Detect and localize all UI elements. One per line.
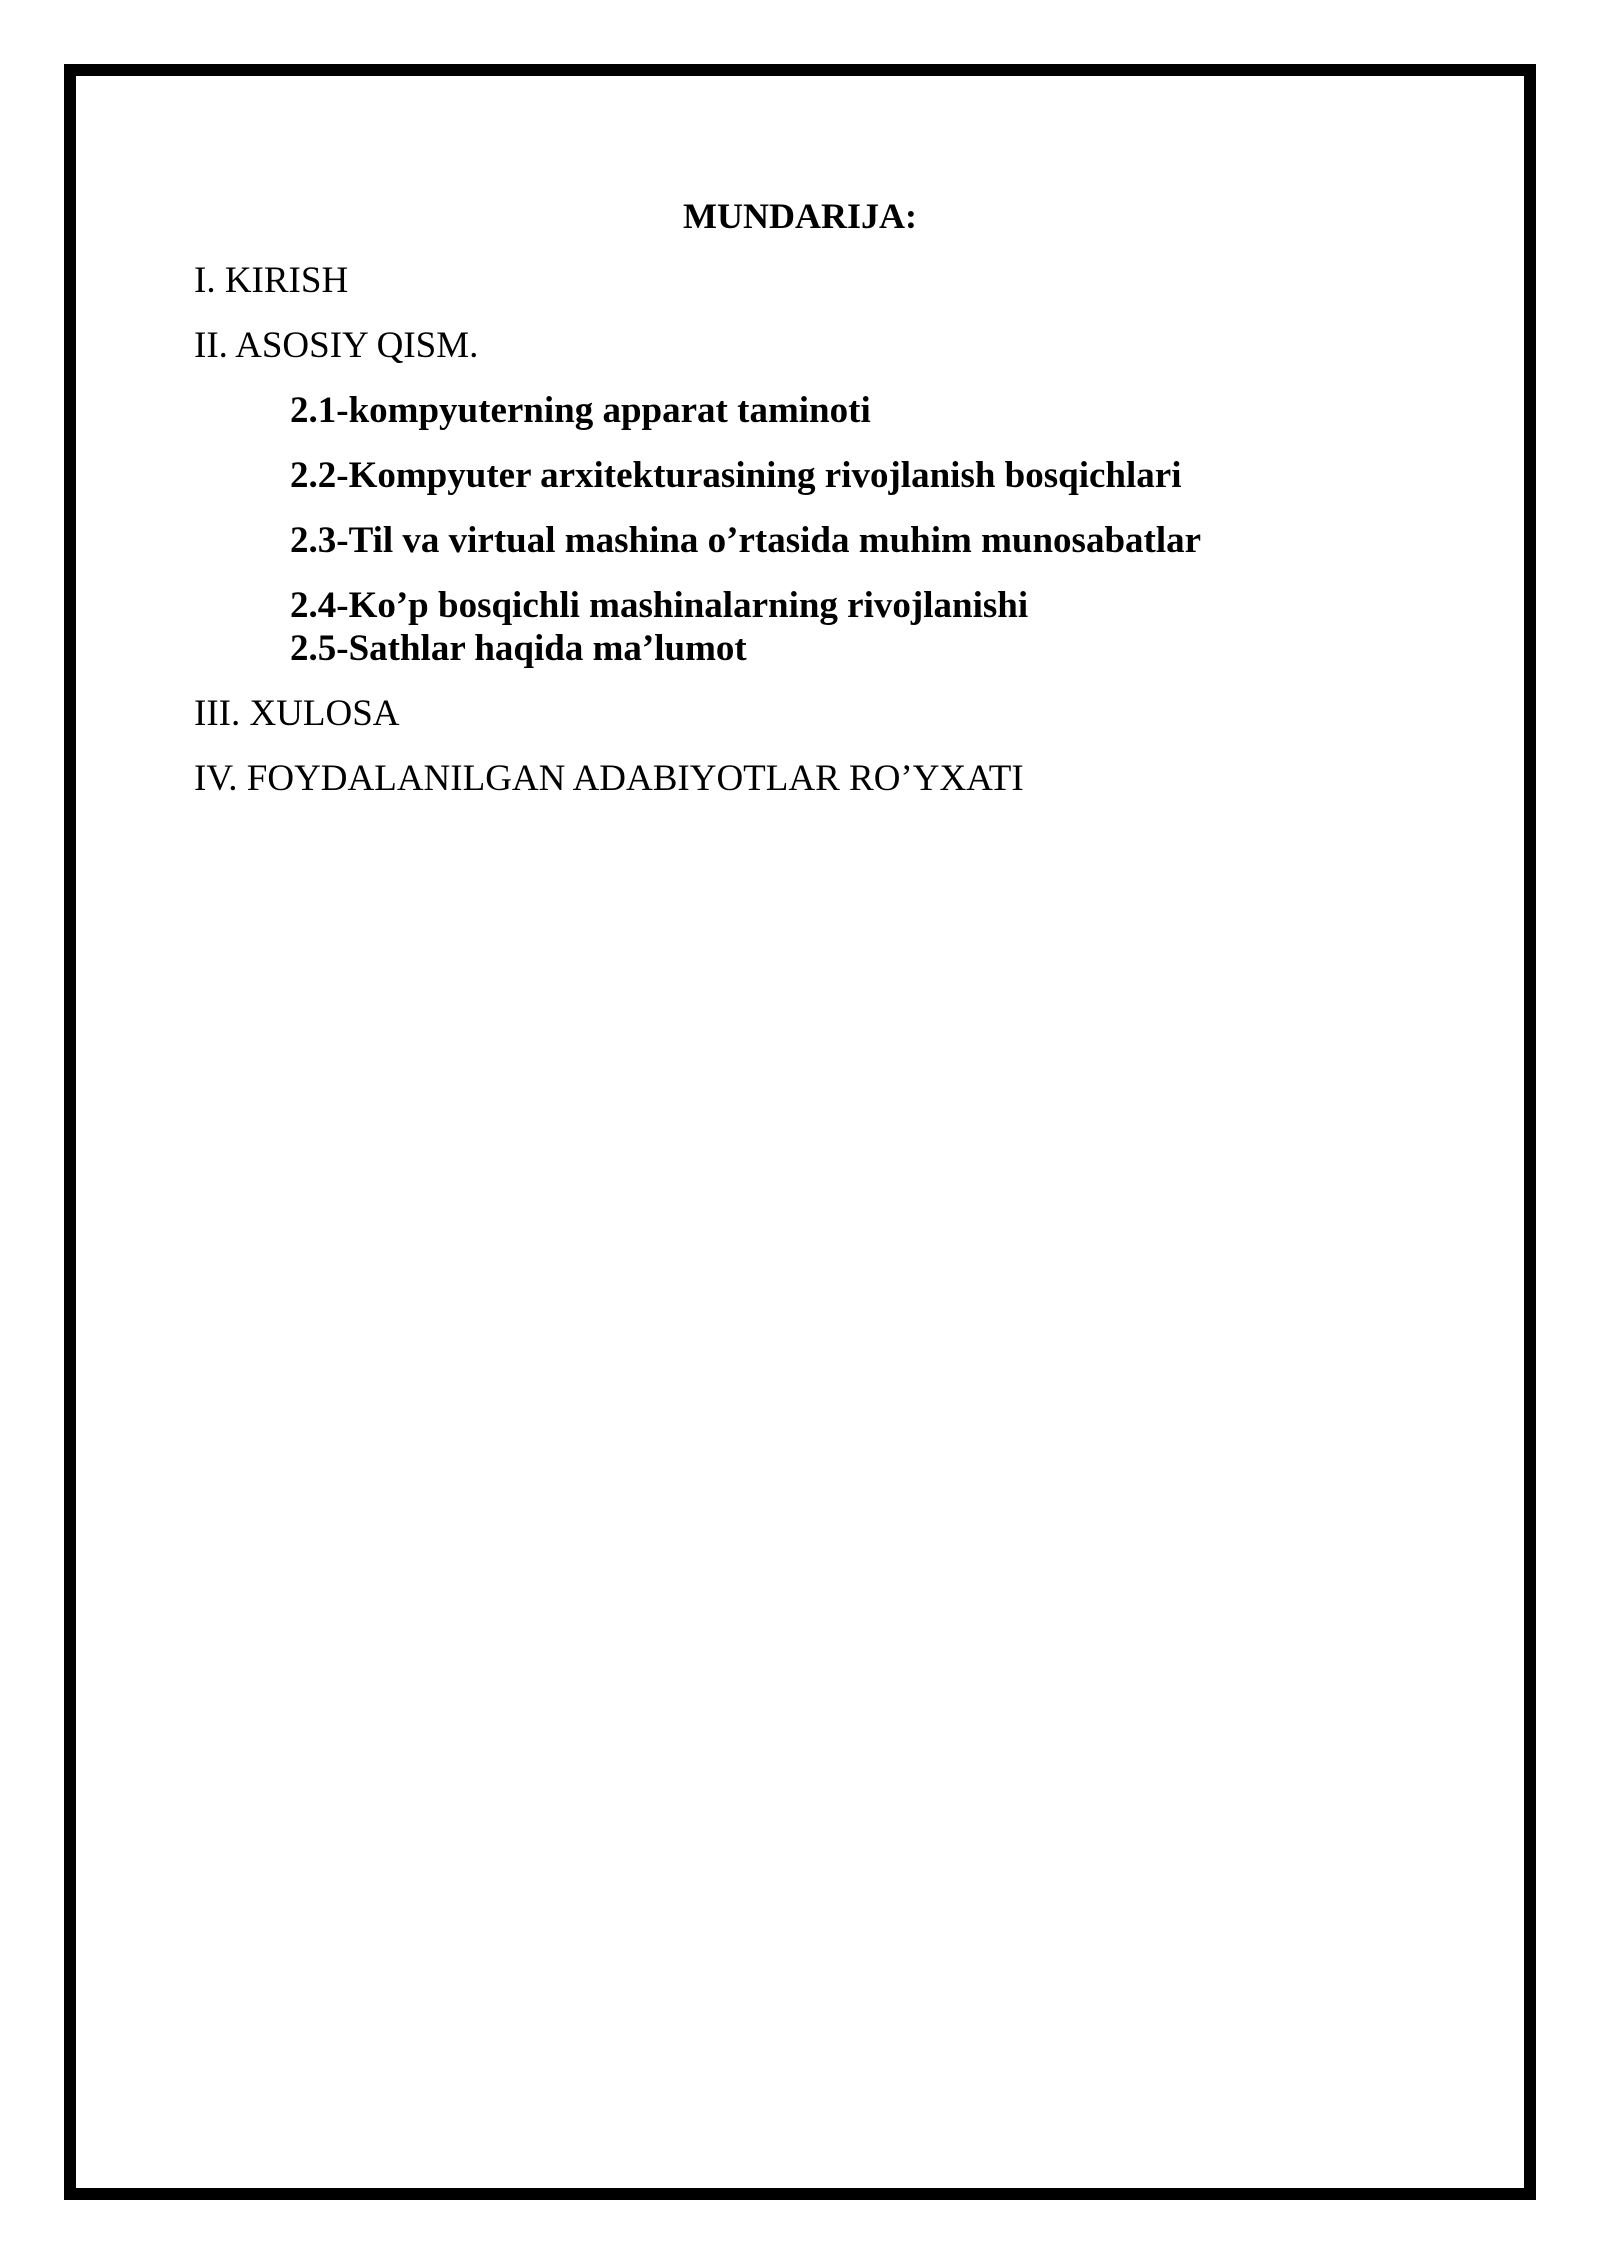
toc-entry-2-3: 2.3-Til va virtual mashina o’rtasida muhim munosabatlar [290, 520, 1202, 561]
page-border [64, 64, 1536, 2200]
toc-entry-asosiy-qism: II. ASOSIY QISM. [194, 325, 479, 366]
toc-entry-2-4: 2.4-Ko’p bosqichli mashinalarning rivojlanishi [290, 585, 1029, 626]
toc-entry-kirish: I. KIRISH [194, 260, 349, 301]
toc-entry-adabiyotlar: IV. FOYDALANILGAN ADABIYOTLAR RO’YXATI [194, 758, 1024, 799]
toc-title: MUNDARIJA: [683, 196, 917, 236]
toc-entry-2-2: 2.2-Kompyuter arxitekturasining rivojlanish bosqichlari [290, 455, 1182, 496]
toc-entry-xulosa: III. XULOSA [194, 693, 400, 734]
toc-entry-2-5: 2.5-Sathlar haqida ma’lumot [290, 628, 747, 669]
toc-entry-2-1: 2.1-kompyuterning apparat taminoti [290, 390, 871, 431]
